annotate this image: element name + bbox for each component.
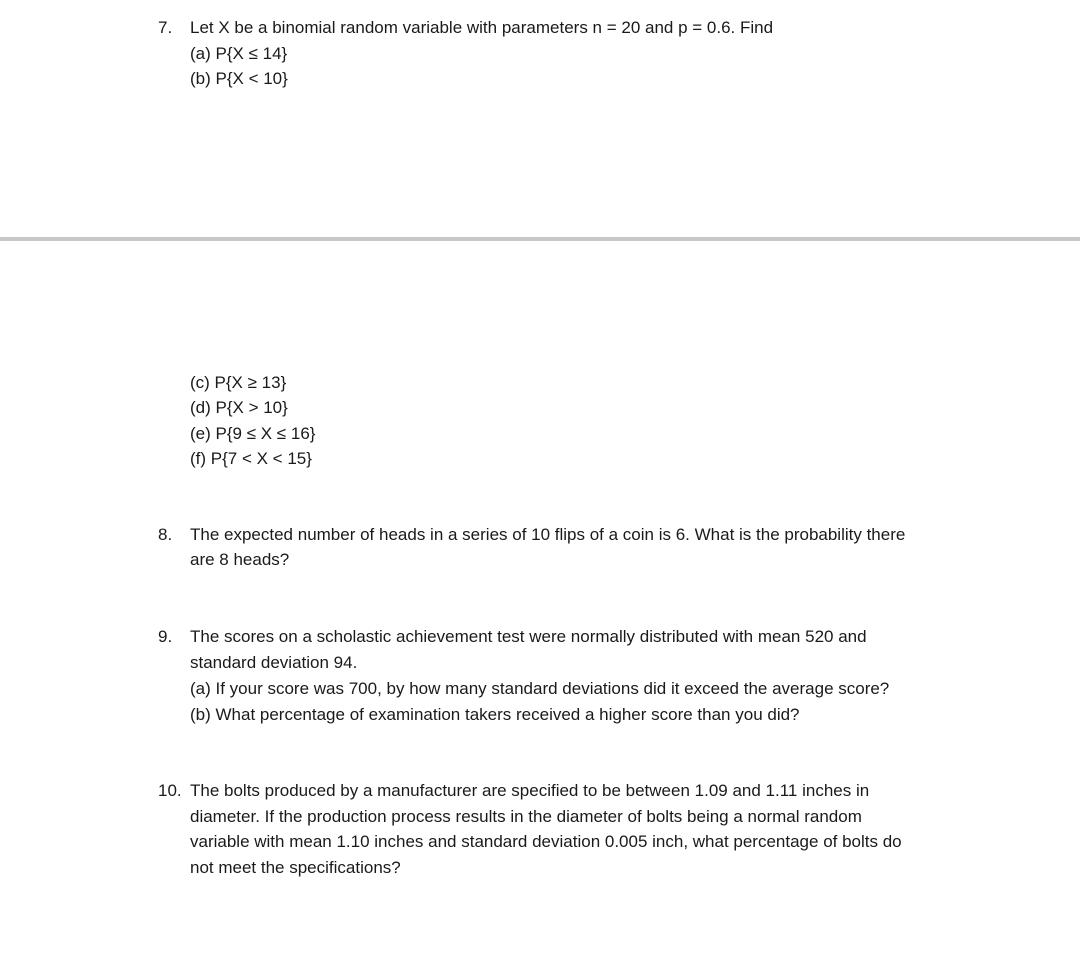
problem-part: (d) P{X > 10} (190, 398, 288, 417)
problem-10 (158, 781, 958, 881)
problem-text-line: diameter. If the production process results in the diameter of bolts being a normal random (190, 807, 862, 826)
problem-stem: Let X be a binomial random variable with parameters n = 20 and p = 0.6. Find (190, 18, 774, 37)
problem-text-line: standard deviation 94. (190, 653, 358, 672)
problem-7 (158, 18, 958, 88)
problem-text-line: The bolts produced by a manufacturer are specified to be between 1.09 and 1.11 inches in (190, 781, 870, 800)
problem-text-line: not meet the specifications? (190, 858, 401, 877)
problem-7-continued (158, 373, 958, 473)
problem-part: (b) What percentage of examination takers received a higher score than you did? (190, 705, 800, 724)
problem-number: 8. (158, 525, 173, 544)
problem-text-line: The scores on a scholastic achievement test were normally distributed with mean 520 and (190, 627, 867, 646)
problem-part: (a) P{X ≤ 14} (190, 44, 288, 63)
problem-part: (c) P{X ≥ 13} (190, 373, 287, 392)
problem-number: 10. (158, 781, 182, 800)
problem-9 (158, 627, 958, 727)
problem-text-line: The expected number of heads in a series of 10 flips of a coin is 6. What is the probability there (190, 525, 906, 544)
problem-8 (158, 525, 958, 575)
problem-text-line: are 8 heads? (190, 550, 290, 569)
problem-part: (e) P{9 ≤ X ≤ 16} (190, 424, 316, 443)
problem-text-line: variable with mean 1.10 inches and standard deviation 0.005 inch, what percentage of bolts do (190, 832, 902, 851)
problem-part: (f) P{7 < X < 15} (190, 449, 312, 468)
problem-number: 9. (158, 627, 173, 646)
problem-part: (a) If your score was 700, by how many standard deviations did it exceed the average score? (190, 679, 890, 698)
problem-number: 7. (158, 18, 173, 37)
page-divider (0, 237, 1080, 241)
problem-part: (b) P{X < 10} (190, 69, 288, 88)
